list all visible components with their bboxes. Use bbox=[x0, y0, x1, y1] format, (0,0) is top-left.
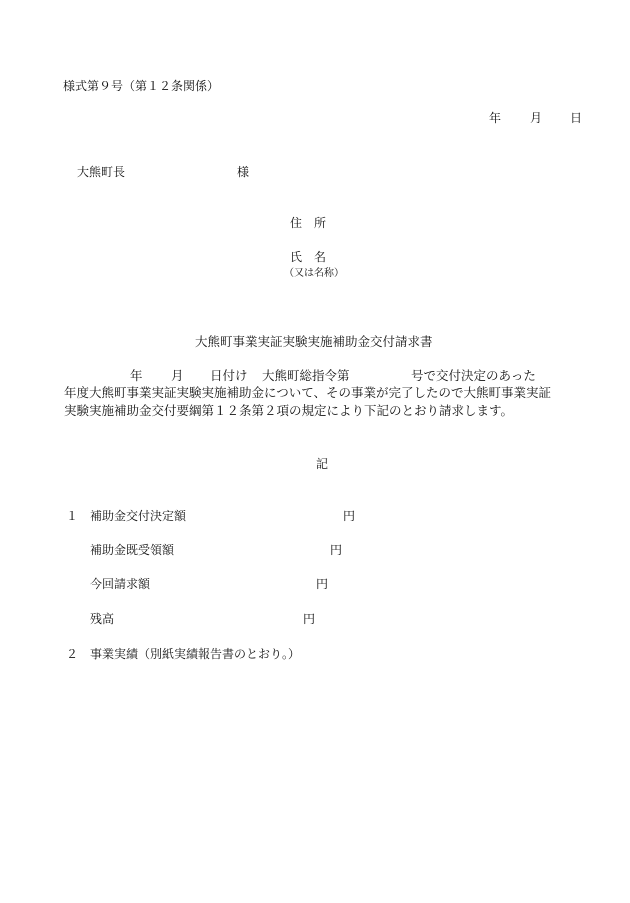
item-1-unit: 円 bbox=[343, 509, 356, 523]
item-4-label: 残高 bbox=[90, 612, 115, 626]
body-order-prefix: 大熊町総指令第 bbox=[262, 368, 350, 383]
name-label: 氏 名 bbox=[290, 250, 327, 264]
date-year-label: 年 bbox=[489, 111, 502, 125]
name-note: （又は名称） bbox=[284, 268, 344, 279]
address-label: 住 所 bbox=[290, 216, 327, 230]
item-4-unit: 円 bbox=[303, 612, 316, 626]
item-3-unit: 円 bbox=[316, 577, 329, 591]
body-year-label: 年 bbox=[130, 368, 143, 383]
item-5-number: ２ bbox=[66, 647, 79, 661]
item-1-label: 補助金交付決定額 bbox=[90, 509, 187, 523]
body-month-label: 月 bbox=[171, 368, 184, 383]
item-3-label: 今回請求額 bbox=[90, 577, 151, 591]
date-day-label: 日 bbox=[570, 111, 583, 125]
body-day-suffix: 日付け bbox=[210, 368, 248, 383]
recipient-honorific: 様 bbox=[237, 165, 250, 179]
body-line-2: 年度大熊町事業実証実験実施補助金について、その事業が完了したので大熊町事業実証 bbox=[64, 385, 552, 400]
document-title: 大熊町事業実証実験実施補助金交付請求書 bbox=[195, 334, 433, 349]
item-1-number: １ bbox=[66, 509, 79, 523]
body-line-3: 実験実施補助金交付要綱第１２条第２項の規定により下記のとおり請求します。 bbox=[64, 403, 514, 418]
item-5-label: 事業実績（別紙実績報告書のとおり。） bbox=[90, 647, 301, 661]
recipient-name: 大熊町長 bbox=[77, 165, 126, 179]
body-order-suffix: 号で交付決定のあった bbox=[411, 368, 536, 383]
date-month-label: 月 bbox=[530, 111, 543, 125]
notes-heading: 記 bbox=[316, 457, 329, 471]
item-2-unit: 円 bbox=[330, 543, 343, 557]
form-number: 様式第９号（第１２条関係） bbox=[63, 79, 220, 93]
item-2-label: 補助金既受領額 bbox=[90, 543, 175, 557]
